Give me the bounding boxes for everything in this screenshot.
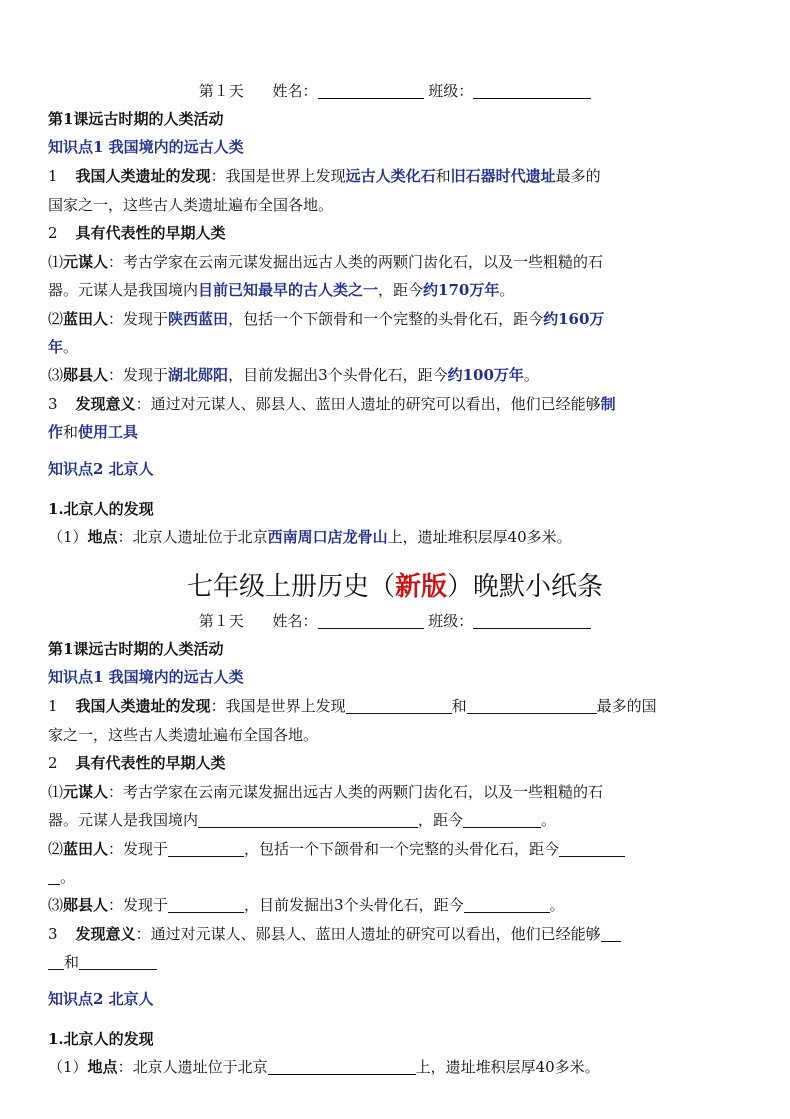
answer-paleolithic-sites: 旧石器时代遗址: [450, 167, 556, 185]
name-label: 姓名：: [272, 82, 318, 100]
answer-170: 约170万年: [423, 281, 500, 299]
blank-use-tools[interactable]: [79, 953, 157, 970]
lesson-title: 第1课远古时期的人类活动: [48, 110, 224, 128]
beijing-discovery-heading: 1.北京人的发现: [48, 500, 154, 518]
knowledge-point-2-title: 知识点2 北京人: [48, 460, 154, 478]
blank-100[interactable]: [464, 896, 550, 913]
class-blank[interactable]: [473, 82, 591, 99]
section-3-line-1: 3 发现意义：通过对元谋人、郧县人、蓝田人遗址的研究可以看出，他们已经能够制: [48, 395, 616, 413]
yunxian-label: 郧县人: [63, 366, 109, 384]
class-label: 班级：: [428, 82, 474, 100]
section-3-line-2: 作和使用工具: [48, 423, 139, 441]
lesson-title-2: 第1课远古时期的人类活动: [48, 640, 224, 658]
day-label: 第１天: [198, 82, 244, 100]
main-title: 七年级上册历史（新版）晚默小纸条: [186, 572, 604, 602]
knowledge-point-2-title-2: 知识点2 北京人: [48, 990, 154, 1008]
blank-yuanmou-line-1: ⑴元谋人：考古学家在云南元谋发掘出远古人类的两颗门齿化石，以及一些粗糙的石: [48, 783, 604, 801]
header-row-bottom: 第１天 姓名： 班级：: [0, 610, 790, 634]
lantian-label: 蓝田人: [63, 310, 109, 328]
answer-zhoukoudian: 西南周口店龙骨山: [267, 528, 388, 546]
knowledge-point-1-title: 知识点1 我国境内的远古人类: [48, 138, 244, 156]
section-1-label: 我国人类遗址的发现: [75, 167, 211, 185]
blank-earliest[interactable]: [198, 811, 418, 828]
blank-170[interactable]: [463, 811, 541, 828]
blank-sites[interactable]: [467, 697, 597, 714]
blank-beijing-location-line: （1）地点：北京人遗址位于北京 上，遗址堆积层厚40多米。: [48, 1058, 600, 1076]
beijing-location-line: （1）地点：北京人遗址位于北京西南周口店龙骨山上，遗址堆积层厚40多米。: [48, 528, 572, 546]
blank-yunxian-line: ⑶郧县人：发现于 ，目前发掘出3个头骨化石，距今 。: [48, 896, 565, 914]
blank-lantian-place[interactable]: [168, 840, 244, 857]
section-1-line-2: 国家之一，这些古人类遗址遍布全国各地。: [48, 196, 334, 214]
yuanmou-line-1: ⑴元谋人：考古学家在云南元谋发掘出远古人类的两颗门齿化石，以及一些粗糙的石: [48, 253, 604, 271]
name-blank-2[interactable]: [318, 612, 424, 629]
section-2-title: 2 具有代表性的早期人类: [48, 224, 226, 242]
header-row-top: [0, 80, 790, 104]
name-blank[interactable]: [318, 82, 424, 99]
blank-fossils[interactable]: [346, 697, 452, 714]
lantian-line-2: 年。: [48, 338, 79, 356]
answer-100: 约100万年: [447, 366, 524, 384]
yuanmou-line-2: 器。元谋人是我国境内目前已知最早的古人类之一，距今约170万年。: [48, 281, 515, 299]
blank-section-1-line-2: 家之一，这些古人类遗址遍布全国各地。: [48, 726, 319, 744]
section-1-line-1: 1 我国人类遗址的发现：我国是世界上发现远古人类化石和旧石器时代遗址最多的: [48, 167, 601, 185]
blank-section-3-line-2: 和: [48, 951, 748, 975]
blank-lantian-line-2: 。: [48, 866, 748, 890]
knowledge-point-1-title-2: 知识点1 我国境内的远古人类: [48, 668, 244, 686]
beijing-discovery-heading-2: 1.北京人的发现: [48, 1030, 154, 1048]
blank-lantian-line-1: ⑵蓝田人：发现于 ，包括一个下颌骨和一个完整的头骨化石，距今: [48, 838, 748, 862]
answer-hubei-yunyang: 湖北郧阳: [168, 366, 229, 384]
blank-zhoukoudian[interactable]: [268, 1058, 416, 1075]
answer-earliest: 目前已知最早的古人类之一: [198, 281, 379, 299]
main-title-highlight: 新版: [394, 572, 447, 602]
answer-shaanxi-lantian: 陕西蓝田: [168, 310, 229, 328]
blank-section-2-title: 2 具有代表性的早期人类: [48, 754, 226, 772]
blank-yuanmou-line-2: 器。元谋人是我国境内 ，距今 。: [48, 811, 557, 829]
blank-section-3-line-1: 3 发现意义：通过对元谋人、郧县人、蓝田人遗址的研究可以看出，他们已经能够: [48, 923, 748, 947]
lantian-line-1: ⑵蓝田人：发现于陕西蓝田，包括一个下颌骨和一个完整的头骨化石，距今约160万: [48, 310, 605, 328]
blank-section-1-line-1: 1 我国人类遗址的发现：我国是世界上发现 和 最多的国: [48, 697, 657, 715]
section-3-label: 发现意义: [75, 395, 136, 413]
blank-yunyang[interactable]: [168, 896, 244, 913]
yuanmou-label: 元谋人: [63, 253, 109, 271]
class-blank-2[interactable]: [473, 612, 591, 629]
answer-use-tools: 使用工具: [78, 423, 139, 441]
answer-160: 约160万: [543, 310, 605, 328]
blank-make[interactable]: [601, 925, 621, 942]
answer-fossils: 远古人类化石: [345, 167, 436, 185]
blank-160[interactable]: [559, 840, 625, 857]
yunxian-line: ⑶郧县人：发现于湖北郧阳，目前发掘出3个头骨化石，距今约100万年。: [48, 366, 539, 384]
